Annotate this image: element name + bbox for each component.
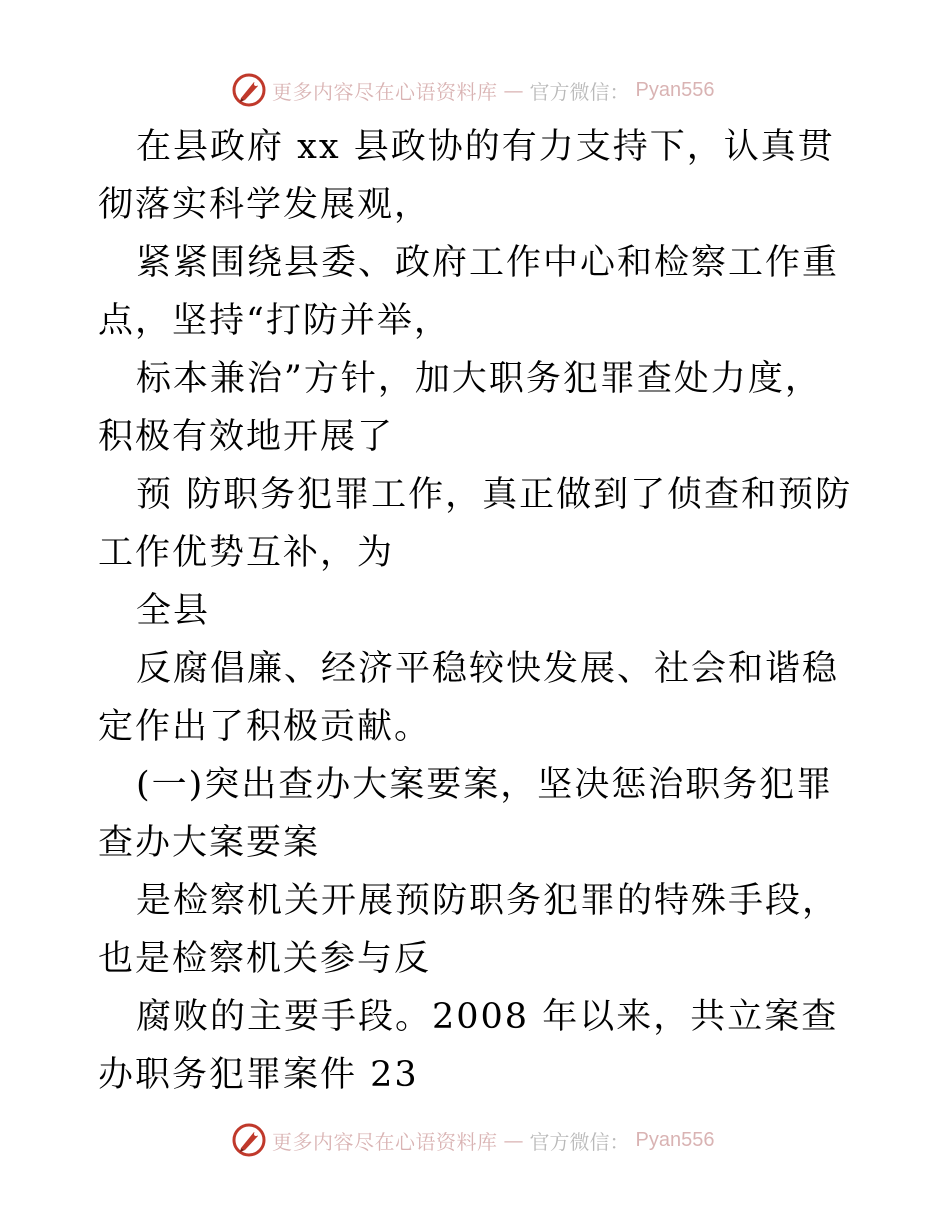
paragraph: 预 防职务犯罪工作，真正做到了侦查和预防工作优势互补，为	[98, 475, 853, 573]
paragraph: 是检察机关开展预防职务犯罪的特殊手段，也是检察机关参与反	[98, 881, 840, 979]
header-banner[interactable]	[232, 70, 714, 110]
paragraph: 腐败的主要手段。2008 年以来，共立案查办职务犯罪案件 23	[98, 997, 839, 1095]
footer-official-label: 官方微信：	[529, 1129, 630, 1154]
footer-promo-text: 更多内容尽在心语资料库	[272, 1129, 498, 1154]
paragraph: (一)突出查办大案要案，坚决惩治职务犯罪查办大案要案	[98, 765, 834, 863]
paragraph: 紧紧围绕县委、政府工作中心和检察工作重点，坚持“打防并举，	[98, 243, 840, 341]
footer-wechat-id: Pyan556	[635, 1128, 715, 1151]
header-wechat-id: Pyan556	[635, 78, 715, 101]
footer-banner[interactable]	[232, 1120, 714, 1160]
pen-logo-icon	[232, 1123, 266, 1157]
header-official-label: 官方微信：	[529, 79, 630, 104]
paragraph: 反腐倡廉、经济平稳较快发展、社会和谐稳定作出了积极贡献。	[98, 649, 840, 747]
paragraph: 在县政府 xx 县政协的有力支持下，认真贯彻落实科学发展观，	[98, 127, 835, 225]
header-promo-text: 更多内容尽在心语资料库	[272, 79, 498, 104]
header-separator: —	[503, 78, 524, 102]
document-body	[98, 118, 858, 1104]
pen-logo-icon	[232, 73, 266, 107]
paragraph: 全县	[136, 591, 211, 631]
paragraph: 标本兼治”方针，加大职务犯罪查处力度，积极有效地开展了	[98, 359, 822, 457]
footer-separator: —	[503, 1128, 524, 1152]
